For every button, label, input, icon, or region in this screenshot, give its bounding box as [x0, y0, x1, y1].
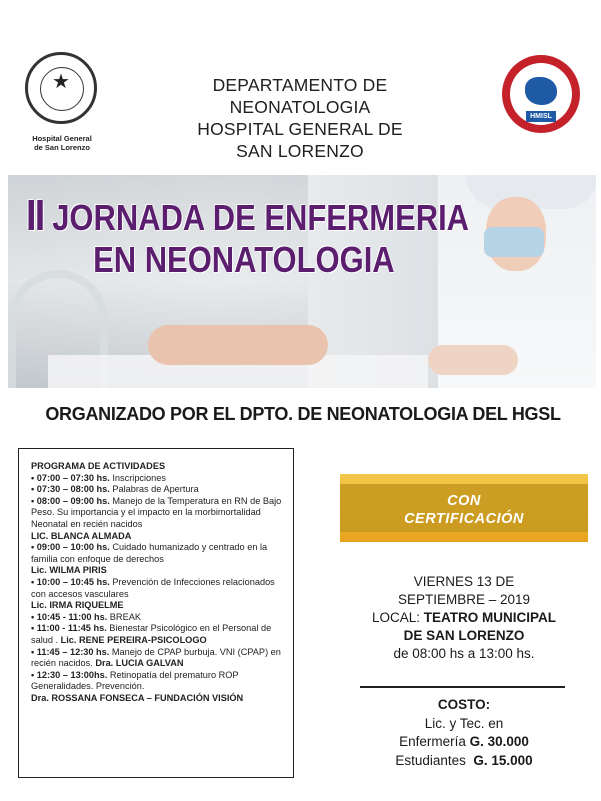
- program-item: • 11:45 – 12:30 hs. Manejo de CPAP burbuja. VNI (CPAP) en recién nacidos. Dra. LUCIA GALVAN: [31, 646, 281, 669]
- program-item: • 10:45 - 11:00 hs. BREAK: [31, 611, 141, 622]
- event-date: VIERNES 13 DE: [413, 574, 515, 589]
- program-item: • 08:00 – 09:00 hs. Manejo de la Temperatura en RN de Bajo Peso. Su importancia y el impacto en la morbimortalidad Neonatal en recién nacidos: [31, 495, 282, 529]
- event-hours: de 08:00 hs a 13:00 hs.: [393, 646, 535, 661]
- program-heading: PROGRAMA DE ACTIVIDADES: [31, 461, 166, 471]
- organizer-line: ORGANIZADO POR EL DPTO. DE NEONATOLOGIA DEL HGSL: [45, 404, 561, 424]
- students-price: Estudiantes G. 15.000: [395, 752, 533, 768]
- nursing-price: Enfermería G. 30.000: [399, 734, 529, 749]
- department-heading: DEPARTAMENTO DE NEONATOLOGIA HOSPITAL GENERAL DE SAN LORENZO: [197, 75, 403, 161]
- divider: [360, 686, 565, 688]
- program-item: • 11:00 - 11:45 hs. Bienestar Psicológico en el Personal de salud . Lic. RENE PEREIRA-PSICOLOGO: [31, 623, 272, 645]
- certification-badge: CON CERTIFICACIÓN: [340, 474, 588, 542]
- program-item: • 09:00 – 10:00 hs. Cuidado humanizado y centrado en la familia con enfoque de derechos: [31, 542, 268, 564]
- program-speaker: LIC. BLANCA ALMADA: [31, 530, 132, 541]
- program-item: • 07:30 – 08:00 hs. Palabras de Apertura: [31, 484, 199, 495]
- newborn-illustration: [148, 325, 328, 365]
- program-speaker: Lic. IRMA RIQUELME: [31, 600, 124, 611]
- star-icon: ★: [52, 71, 70, 93]
- seal-emblem-icon: [25, 52, 97, 124]
- hmisl-tag: HMISL: [526, 111, 556, 122]
- event-title: II JORNADA DE ENFERMERIA EN NEONATOLOGIA: [26, 191, 470, 280]
- neonatology-service-logo: [502, 55, 580, 133]
- event-details: VIERNES 13 DE SEPTIEMBRE – 2019 LOCAL: TEATRO MUNICIPAL DE SAN LORENZO de 08:00 hs a 13:00 hs.: [340, 573, 588, 663]
- cost-section: COSTO: Lic. y Tec. en Enfermería G. 30.000 Estudiantes G. 15.000: [340, 696, 588, 770]
- paraguay-seal-logo: [22, 52, 100, 130]
- hospital-logo-caption: Hospital General de San Lorenzo: [32, 134, 92, 152]
- event-banner: [8, 175, 596, 388]
- program-speaker: Dra. ROSSANA FONSECA – FUNDACIÓN VISIÓN: [31, 692, 244, 703]
- program-item: • 10:00 – 10:45 hs. Prevención de Infecciones relacionados con accesos vasculares: [31, 576, 275, 599]
- event-venue: LOCAL: TEATRO MUNICIPAL: [371, 610, 557, 625]
- program-item: • 07:00 – 07:30 hs. Inscripciones: [31, 472, 166, 483]
- program-item: • 12:30 – 13:00hs. Retinopatía del prematuro ROP Generalidades. Prevención.: [31, 669, 239, 692]
- program-box: [18, 448, 294, 778]
- baby-icon: [525, 77, 557, 105]
- program-speaker: Lic. WILMA PIRIS: [31, 565, 107, 576]
- cost-title: COSTO:: [437, 697, 491, 712]
